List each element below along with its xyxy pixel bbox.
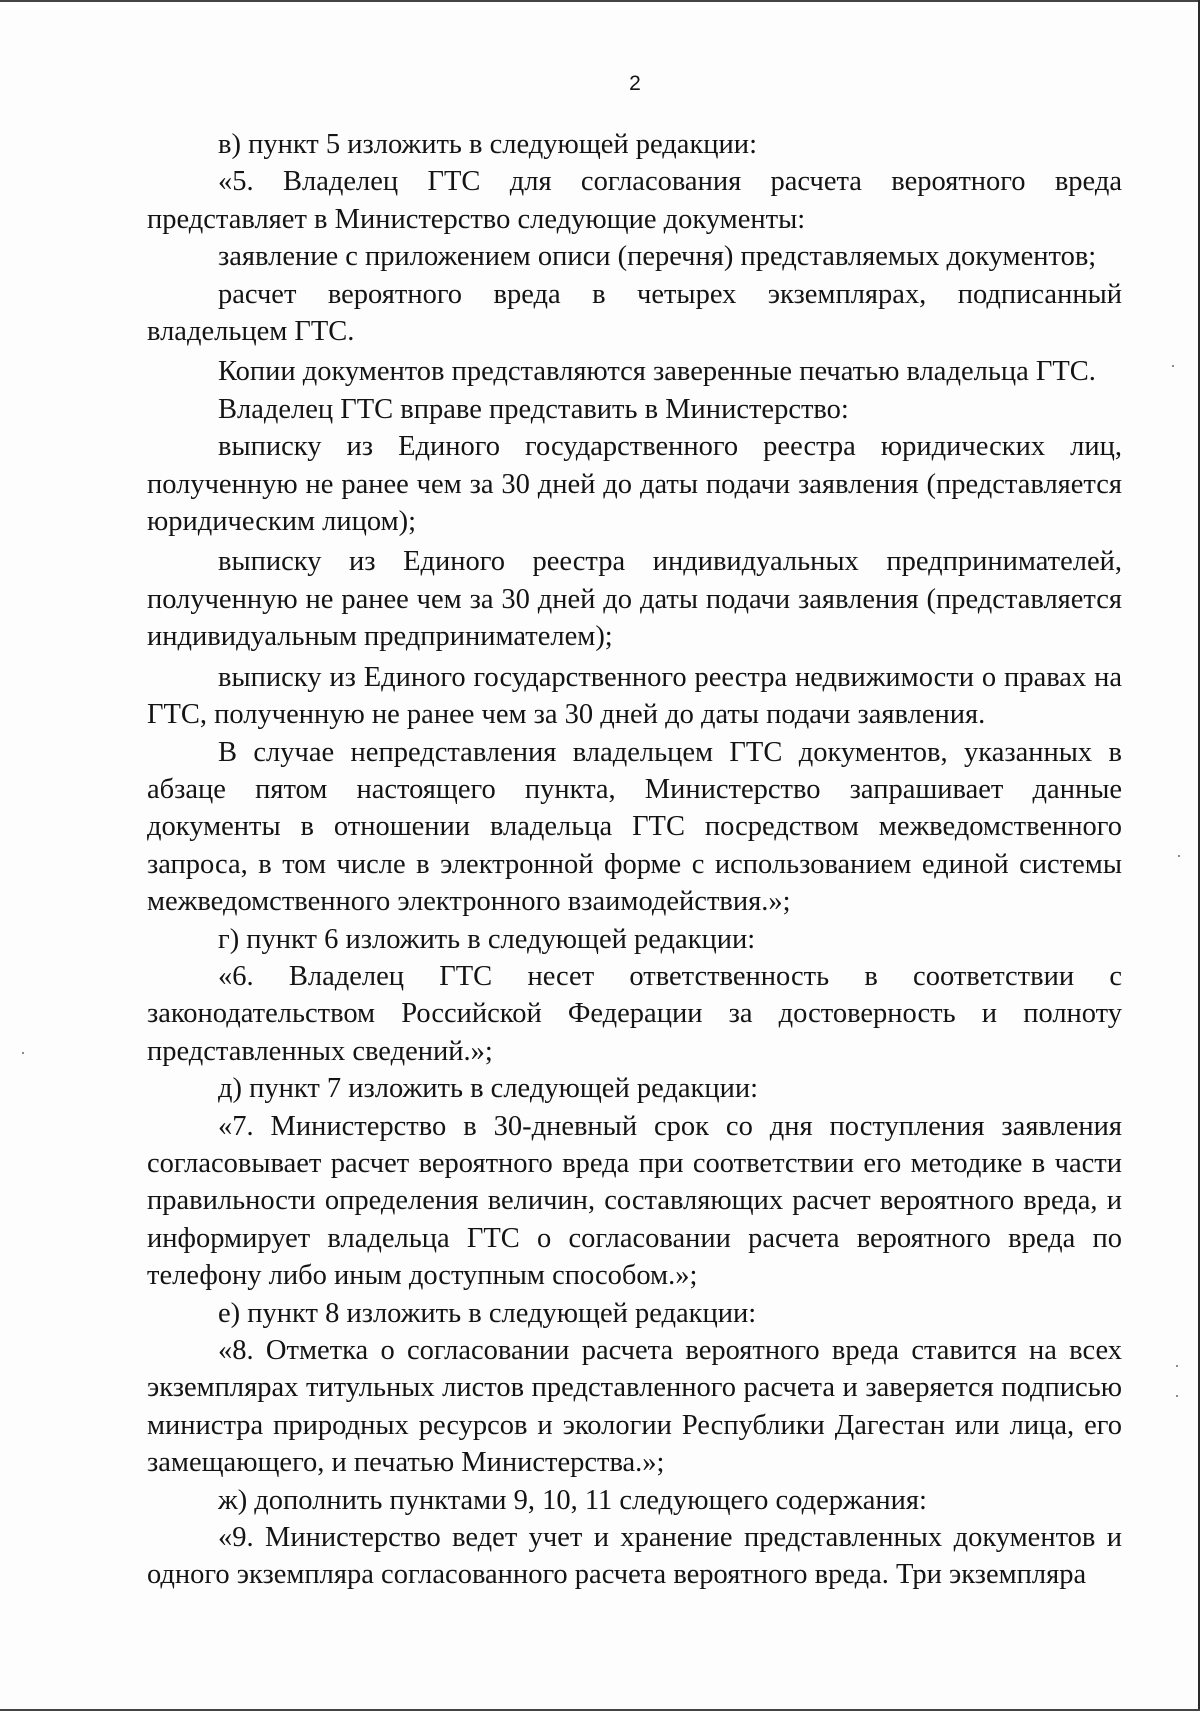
page-number: 2 xyxy=(629,72,641,95)
scan-speck xyxy=(1178,855,1180,857)
scan-edge-top xyxy=(0,0,1200,2)
scan-speck xyxy=(1176,1365,1178,1367)
paragraph: расчет вероятного вреда в четырех экземплярах, подписанный владельцем ГТС. xyxy=(147,278,1122,348)
paragraph: «5. Владелец ГТС для согласования расчета вероятного вреда представляет в Министерство следующие документы: xyxy=(147,166,1122,235)
paragraph: «7. Министерство в 30-дневный срок со дня поступления заявления согласовывает расчет вероятного вреда при соответствии его методике в части правильности определения величин, составляющих расчет вероятного вреда, и информирует владельца ГТС о согласовании расчета вероятного вреда по телефону либо иным доступным способом.»; xyxy=(147,1110,1122,1292)
paragraph: заявление с приложением описи (перечня) представляемых документов; xyxy=(218,241,1097,273)
paragraph: ж) дополнить пунктами 9, 10, 11 следующего содержания: xyxy=(218,1484,927,1516)
paragraph: выписку из Единого государственного реестра юридических лиц, полученную не ранее чем за 30 дней до даты подачи заявления (представляется юридическим лицом); xyxy=(147,431,1122,538)
paragraph: «8. Отметка о согласовании расчета вероятного вреда ставится на всех экземплярах титульных листов представленного расчета и заверяется подписью министра природных ресурсов и экологии Республики Дагестан или лица, его замещающего, и печатью Министерства.»; xyxy=(147,1335,1122,1479)
paragraph: «6. Владелец ГТС несет ответственность в соответствии с законодательством Российской Федерации за достоверность и полноту представленных сведений.»; xyxy=(147,960,1122,1067)
paragraph: «9. Министерство ведет учет и хранение представленных документов и одного экземпляра согласованного расчета вероятного вреда. Три экземпляра xyxy=(147,1522,1122,1591)
scan-speck xyxy=(1172,365,1174,367)
paragraph: Копии документов представляются заверенные печатью владельца ГТС. xyxy=(218,356,1096,388)
scan-speck xyxy=(1176,1395,1178,1397)
paragraph: выписку из Единого государственного реестра недвижимости о правах на ГТС, полученную не ранее чем за 30 дней до даты подачи заявления. xyxy=(147,661,1122,731)
paragraph: В случае непредставления владельцем ГТС документов, указанных в абзаце пятом настоящего пункта, Министерство запрашивает данные документы в отношении владельца ГТС посредством межведомственного запроса, в том числе в электронной форме с использованием единой системы межведомственного электронного взаимодействия.»; xyxy=(147,736,1122,918)
paragraph: д) пункт 7 изложить в следующей редакции: xyxy=(218,1073,759,1105)
scan-speck xyxy=(22,1052,24,1054)
paragraph: г) пункт 6 изложить в следующей редакции: xyxy=(218,923,756,955)
paragraph: в) пункт 5 изложить в следующей редакции: xyxy=(218,129,757,160)
paragraph: выписку из Единого реестра индивидуальных предпринимателей, полученную не ранее чем за 30 дней до даты подачи заявления (представляется индивидуальным предпринимателем); xyxy=(147,546,1122,653)
paragraph: Владелец ГТС вправе представить в Министерство: xyxy=(218,393,849,425)
document-body xyxy=(147,126,1122,1594)
paragraph: е) пункт 8 изложить в следующей редакции: xyxy=(218,1297,757,1329)
